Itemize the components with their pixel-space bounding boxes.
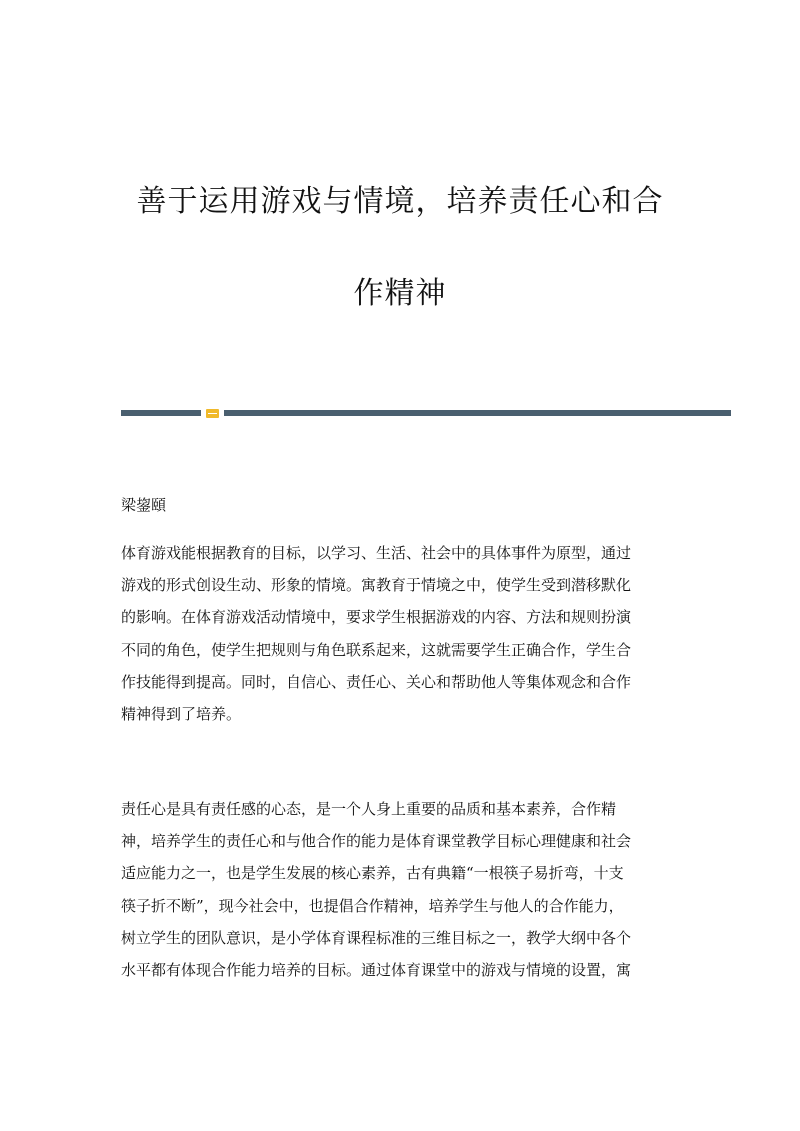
paragraph-line: 适应能力之一，也是学生发展的核心素养，古有典籍“一根筷子易折弯，十支 — [121, 864, 624, 883]
paragraph-2 — [121, 793, 681, 986]
paragraph-line: 游戏的形式创设生动、形象的情境。寓教育于情境之中，使学生受到潜移默化 — [121, 576, 632, 595]
paragraph-line: 水平都有体现合作能力培养的目标。通过体育课堂中的游戏与情境的设置，寓 — [121, 961, 632, 980]
document-title — [110, 178, 690, 318]
paragraph-line: 神，培养学生的责任心和与他合作的能力是体育课堂教学目标心理健康和社会 — [121, 832, 632, 851]
paragraph-line: 树立学生的团队意识，是小学体育课程标准的三维目标之一，教学大纲中各个 — [121, 928, 632, 947]
title-line-2: 作精神 — [353, 276, 447, 311]
divider-bar-left — [121, 410, 201, 416]
paragraph-line: 责任心是具有责任感的心态，是一个人身上重要的品质和基本素养，合作精 — [121, 800, 617, 818]
title-line-1: 善于运用游戏与情境，培养责任心和合 — [136, 184, 664, 219]
paragraph-line: 不同的角色，使学生把规则与角色联系起来，这就需要学生正确合作，学生合 — [121, 640, 632, 659]
paragraph-line: 的影响。在体育游戏活动情境中，要求学生根据游戏的内容、方法和规则扮演 — [121, 608, 632, 627]
document-icon — [206, 409, 219, 418]
paragraph-1 — [121, 537, 681, 730]
paragraph-line: 精神得到了培养。 — [121, 705, 242, 724]
paragraph-line: 作技能得到提高。同时，自信心、责任心、关心和帮助他人等集体观念和合作 — [121, 672, 632, 691]
author-name: 梁鋆頤 — [121, 496, 167, 514]
paragraph-line: 体育游戏能根据教育的目标，以学习、生活、社会中的具体事件为原型，通过 — [121, 544, 632, 562]
paragraph-line: 筷子折不断”，现今社会中，也提倡合作精神，培养学生与他人的合作能力， — [121, 896, 624, 915]
title-divider — [121, 409, 731, 417]
divider-bar-right — [224, 410, 731, 416]
